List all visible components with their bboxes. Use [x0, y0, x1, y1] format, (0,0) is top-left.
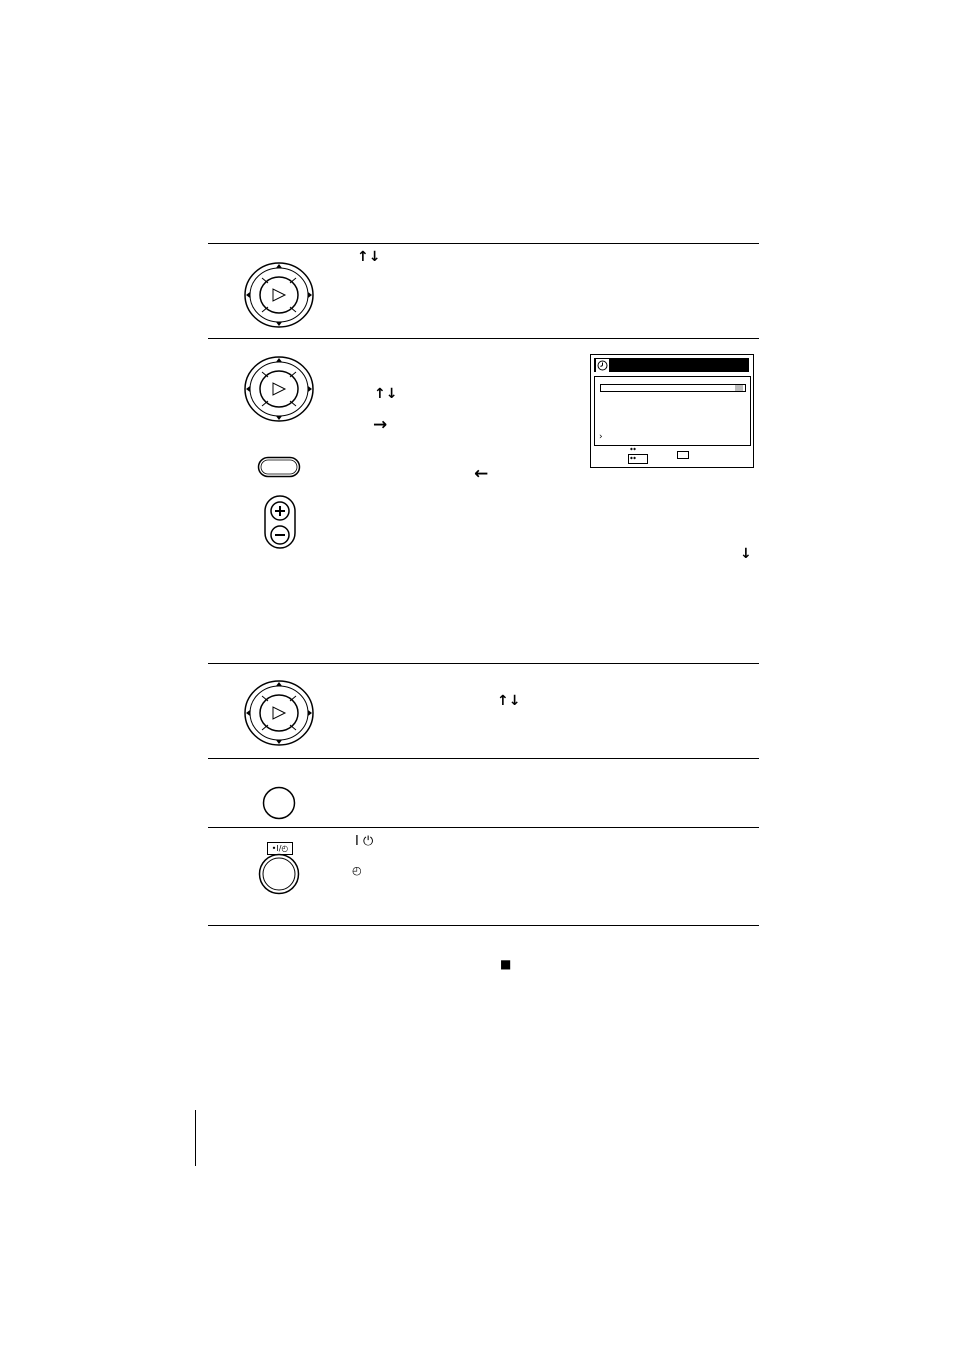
divider-4 [208, 758, 759, 759]
divider-6 [208, 925, 759, 926]
divider-5 [208, 827, 759, 828]
up-down-arrow-icon: ↑↓ [374, 386, 398, 402]
stop-square-icon: ■ [500, 957, 512, 971]
osd-caret: › [599, 432, 603, 442]
joystick-dial-icon[interactable] [242, 260, 316, 330]
tv-osd-screen [590, 354, 754, 468]
down-arrow-icon: ↓ [740, 546, 752, 562]
power-button-icon[interactable] [258, 853, 300, 895]
left-arrow-icon: ← [474, 464, 489, 484]
divider-3 [208, 663, 759, 664]
power-timer-label: •I/◴ [267, 842, 293, 855]
up-down-arrow-icon: ↑↓ [357, 249, 381, 265]
up-down-arrow-icon: ↑↓ [497, 693, 521, 709]
power-icon: I ⏻ [355, 834, 374, 849]
osd-header-bar [594, 358, 749, 372]
timer-icon: ◴ [352, 864, 362, 877]
osd-row-indicator [735, 385, 743, 391]
clock-icon [596, 359, 609, 372]
round-button-icon[interactable] [262, 786, 296, 820]
plus-minus-rocker-icon[interactable] [263, 494, 297, 550]
oval-button-icon[interactable] [257, 456, 301, 478]
joystick-dial-icon[interactable] [242, 678, 316, 748]
divider-2 [208, 338, 759, 339]
osd-button-hint [677, 451, 689, 459]
joystick-dial-icon[interactable] [242, 354, 316, 424]
divider-1 [208, 243, 759, 244]
osd-joystick-hint-icon [628, 446, 648, 464]
page-margin-bar [195, 1110, 196, 1166]
osd-selected-row[interactable] [600, 384, 746, 392]
right-arrow-icon: → [373, 415, 388, 435]
